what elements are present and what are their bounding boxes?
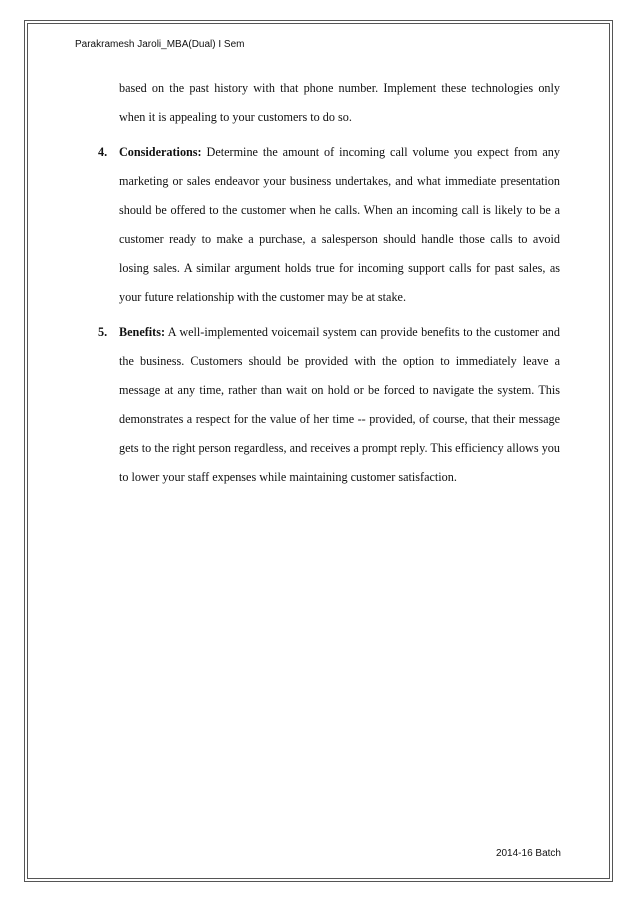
document-body	[70, 74, 560, 492]
page-header: Parakramesh Jaroli_MBA(Dual) I Sem	[75, 39, 245, 50]
list-text: Determine the amount of incoming call volume you expect from any marketing or sales endeavor your business undertakes, and what immediate presentation should be offered to the customer when he calls. When an incoming call is likely to be a customer ready to make a purchase, a salesperson should handle those calls to avoid losing sales. A similar argument holds true for incoming support calls for past sales, as your future relationship with the customer may be at stake.	[119, 145, 560, 304]
list-number: 5.	[98, 325, 108, 339]
list-item-benefits	[70, 318, 560, 492]
list-number: 4.	[98, 145, 108, 159]
list-heading: Benefits:	[119, 325, 166, 339]
list-text: A well-implemented voicemail system can provide benefits to the customer and the business. Customers should be provided with the option to immediately leave a message at any time, rather than wait on hold or be forced to navigate the system. This demonstrates a respect for the value of her time -- provided, of course, that their message gets to the right person regardless, and receives a prompt reply. This efficiency allows you to lower your staff expenses while maintaining customer satisfaction.	[119, 325, 560, 484]
continuation-paragraph: based on the past history with that phone number. Implement these technologies only when it is appealing to your customers to do so.	[119, 81, 560, 124]
page-footer: 2014-16 Batch	[495, 848, 561, 859]
list-heading: Considerations:	[119, 145, 202, 159]
list-item-considerations	[70, 138, 560, 312]
